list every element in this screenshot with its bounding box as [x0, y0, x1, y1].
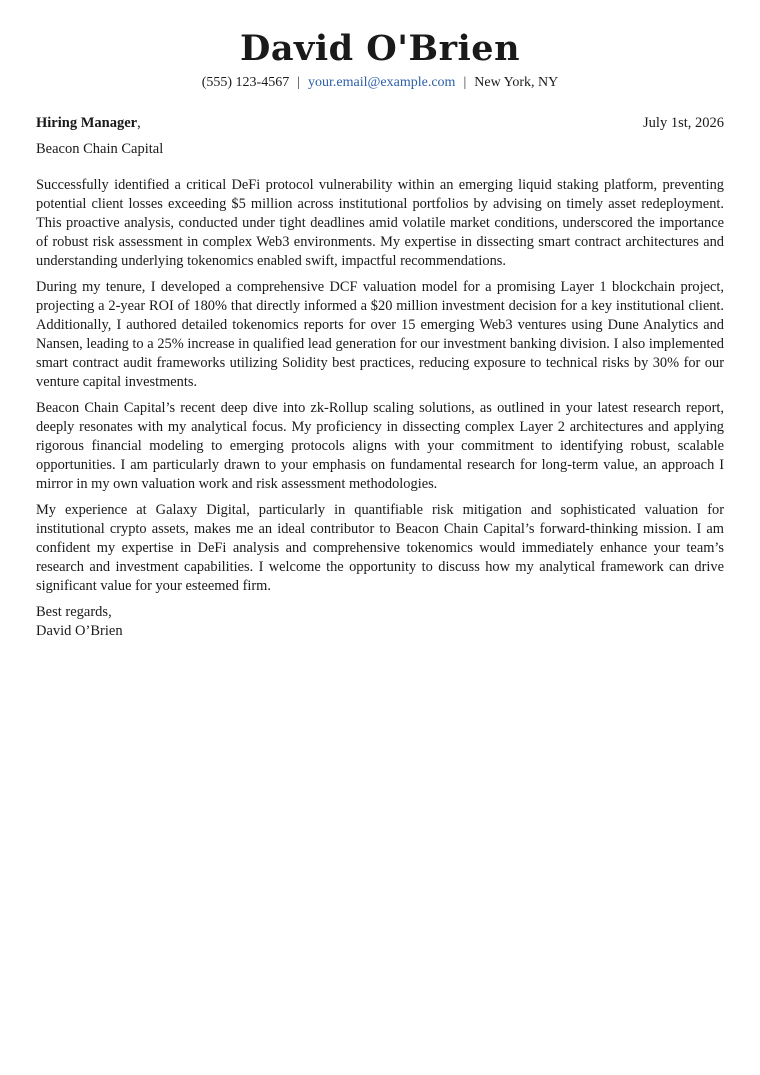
letter-date: July 1st, 2026 [643, 115, 724, 131]
email-link[interactable]: your.email@example.com [308, 75, 456, 90]
letter-body [36, 176, 724, 596]
cover-letter-page [36, 28, 724, 641]
contact-separator: | [463, 75, 467, 90]
recipient-title-suffix: , [137, 115, 141, 131]
contact-line [36, 73, 724, 93]
body-paragraph: Successfully identified a critical DeFi protocol vulnerability within an emerging liquid staking platform, preventing potential client losses exceeding $5 million across institutional portfolios by advising on timely asset redeployment. This proactive analysis, conducted under tight deadlines amid volatile market conditions, underscored the importance of robust risk assessment in complex Web3 environments. My expertise in dissecting smart contract architectures and understanding underlying tokenomics enabled swift, impactful recommendations. [36, 177, 724, 269]
location: New York, NY [474, 75, 559, 90]
body-paragraph: My experience at Galaxy Digital, particularly in quantifiable risk mitigation and sophisticated valuation for institutional crypto assets, makes me an ideal contributor to Beacon Chain Capital’s forward-thinking mission. I am confident my expertise in DeFi analysis and comprehensive tokenomics would immediately enhance your team’s research and investment capabilities. I welcome the opportunity to discuss how my analytical framework can drive significant value for your esteemed firm. [36, 502, 724, 594]
phone-number: (555) 123-4567 [201, 75, 290, 90]
contact-separator: | [297, 75, 301, 90]
letter-closing [36, 603, 724, 641]
recipient-company: Beacon Chain Capital [36, 141, 164, 157]
closing-signature: David O’Brien [36, 623, 123, 639]
recipient-title-text: Hiring Manager [36, 115, 138, 131]
body-paragraph: Beacon Chain Capital’s recent deep dive into zk-Rollup scaling solutions, as outlined in your latest research report, deeply resonates with my analytical focus. My proficiency in dissecting complex Layer 2 architectures and applying rigorous financial modeling to emerging protocols aligns with your commitment to identifying robust, scalable opportunities. I am particularly drawn to your emphasis on fundamental research for long-term value, an approach I mirror in my own valuation work and risk assessment methodologies. [36, 400, 724, 492]
recipient-date-row [36, 113, 724, 133]
applicant-name: David O'Brien [239, 28, 521, 69]
recipient-title [36, 113, 141, 133]
closing-salutation: Best regards, [36, 604, 112, 620]
body-paragraph: During my tenure, I developed a comprehensive DCF valuation model for a promising Layer 1 blockchain project, projecting a 2-year ROI of 180% that directly informed a $20 million investment decision for a key institutional client. Additionally, I authored detailed tokenomics reports for over 15 emerging Web3 ventures using Dune Analytics and Nansen, leading to a 25% increase in qualified lead generation for our investment banking division. I also implemented smart contract audit frameworks utilizing Solidity best practices, reducing exposure to technical risks by 30% for our venture capital investments. [36, 279, 724, 390]
